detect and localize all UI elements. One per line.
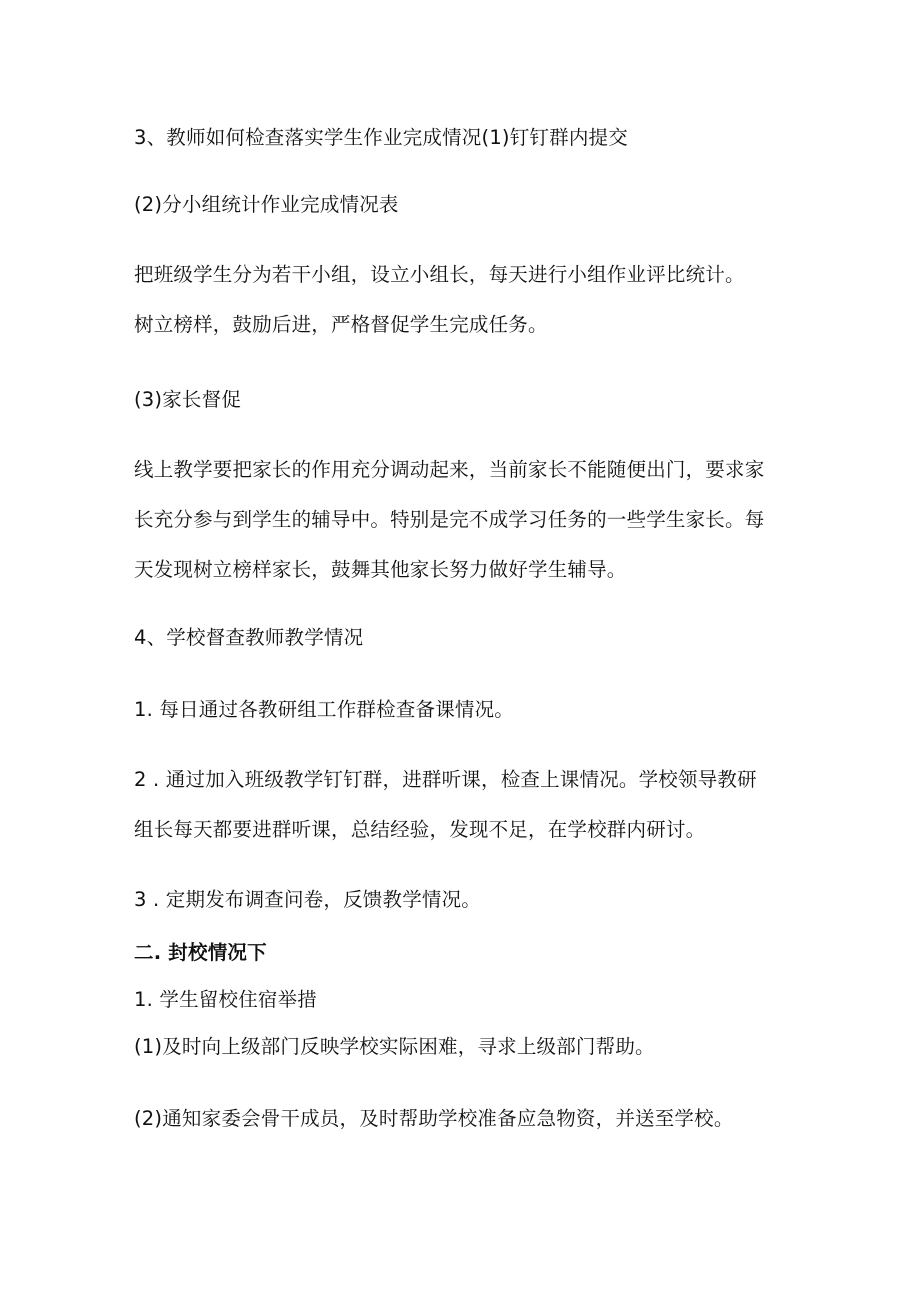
list-item: 3 . 定期发布调查问卷，反馈教学情况。	[134, 888, 482, 911]
list-item: 2 . 通过加入班级教学钉钉群，进群听课，检查上课情况。学校领导教研	[134, 768, 757, 791]
paragraph-line: 天发现树立榜样家长，鼓舞其他家长努力做好学生辅导。	[134, 558, 627, 581]
paragraph-line: 树立榜样，鼓励后进，严格督促学生完成任务。	[134, 313, 548, 336]
list-item-continuation: 组长每天都要进群听课，总结经验，发现不足，在学校群内研讨。	[134, 818, 706, 841]
section-4-heading: 4、学校督查教师教学情况	[134, 626, 364, 649]
section-3-heading: 3、教师如何检查落实学生作业完成情况(1)钉钉群内提交	[134, 126, 628, 149]
subsection-3-heading: (3)家长督促	[134, 388, 242, 411]
paragraph-line: 把班级学生分为若干小组，设立小组长，每天进行小组作业评比统计。	[134, 263, 745, 286]
subsection-2-heading: (2)分小组统计作业完成情况表	[134, 193, 399, 216]
list-item: (1)及时向上级部门反映学校实际困难，寻求上级部门帮助。	[134, 1035, 655, 1058]
list-item: (2)通知家委会骨干成员，及时帮助学校准备应急物资，并送至学校。	[134, 1107, 734, 1130]
paragraph-line: 线上教学要把家长的作用充分调动起来，当前家长不能随便出门，要求家	[134, 458, 765, 481]
list-item: 1. 每日通过各教研组工作群检查备课情况。	[134, 698, 515, 721]
chapter-2-heading: 二. 封校情况下	[134, 941, 267, 964]
paragraph-line: 长充分参与到学生的辅导中。特别是完不成学习任务的一些学生家长。每	[134, 508, 765, 531]
list-item: 1. 学生留校住宿举措	[134, 988, 318, 1011]
